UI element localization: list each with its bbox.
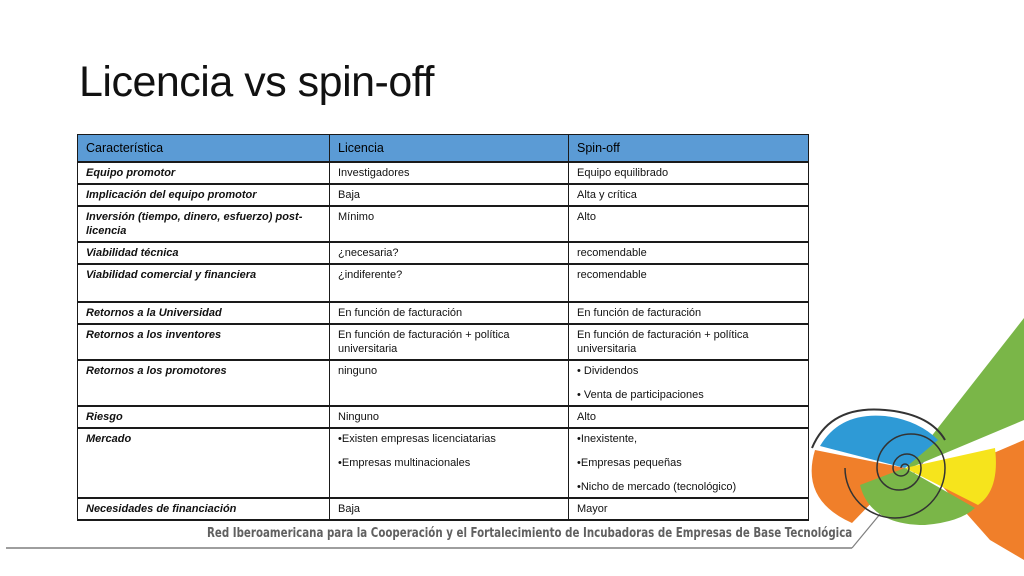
licencia-cell — [330, 324, 569, 360]
cell-text: Alta y crítica — [577, 189, 637, 201]
spinoff-cell — [569, 242, 809, 264]
header-licencia: Licencia — [330, 135, 569, 163]
spinoff-cell — [569, 360, 809, 406]
cell-text: •Nicho de mercado (tecnológico) — [577, 481, 737, 493]
table-row — [78, 184, 809, 206]
licencia-cell — [330, 264, 569, 302]
table-row — [78, 242, 809, 264]
licencia-cell — [330, 302, 569, 324]
header-caracteristica: Característica — [78, 135, 330, 163]
licencia-cell — [330, 206, 569, 242]
cell-text: recomendable — [577, 247, 647, 259]
cell-text: Equipo equilibrado — [577, 167, 669, 179]
feature-cell: Retornos a los inventores — [78, 324, 330, 360]
feature-cell: Retornos a los promotores — [78, 360, 330, 406]
cell-text: Mayor — [577, 503, 608, 515]
cell-text: En función de facturación + política universitaria — [338, 329, 510, 355]
cell-text: Mínimo — [338, 211, 375, 223]
feature-cell: Viabilidad comercial y financiera — [78, 264, 330, 302]
cell-text: ¿necesaria? — [338, 247, 399, 259]
spinoff-cell — [569, 184, 809, 206]
feature-cell: Retornos a la Universidad — [78, 302, 330, 324]
cell-text: •Existen empresas licenciatarias — [338, 433, 496, 445]
spinoff-cell — [569, 324, 809, 360]
table-header-row — [78, 135, 809, 163]
comparison-table — [77, 134, 809, 521]
table-row — [78, 206, 809, 242]
feature-cell: Viabilidad técnica — [78, 242, 330, 264]
feature-cell: Inversión (tiempo, dinero, esfuerzo) post-licencia — [78, 206, 330, 242]
cell-text: •Inexistente, — [577, 433, 638, 445]
spinoff-cell — [569, 302, 809, 324]
cell-text: Baja — [338, 503, 361, 515]
feature-cell: Implicación del equipo promotor — [78, 184, 330, 206]
cell-text: Alto — [577, 411, 596, 423]
cell-text: • Dividendos — [577, 365, 639, 377]
cell-text: Ninguno — [338, 411, 379, 423]
cell-text: •Empresas pequeñas — [577, 457, 682, 469]
cell-text: En función de facturación + política universitaria — [577, 329, 749, 355]
spinoff-cell — [569, 428, 809, 498]
feature-cell: Necesidades de financiación — [78, 498, 330, 520]
licencia-cell — [330, 498, 569, 520]
table-row — [78, 360, 809, 406]
spinoff-cell — [569, 406, 809, 428]
cell-text: • Venta de participaciones — [577, 389, 704, 401]
feature-cell: Mercado — [78, 428, 330, 498]
spinoff-cell — [569, 162, 809, 184]
licencia-cell — [330, 162, 569, 184]
licencia-cell — [330, 360, 569, 406]
table-row — [78, 498, 809, 520]
header-spinoff: Spin-off — [569, 135, 809, 163]
spinoff-cell — [569, 498, 809, 520]
cell-text: En función de facturación — [338, 307, 463, 319]
licencia-cell — [330, 406, 569, 428]
licencia-cell — [330, 184, 569, 206]
cell-text: En función de facturación — [577, 307, 702, 319]
table-row — [78, 324, 809, 360]
spinoff-cell — [569, 206, 809, 242]
table-row — [78, 428, 809, 498]
cell-text: ninguno — [338, 365, 378, 377]
cell-text: recomendable — [577, 269, 647, 281]
feature-cell: Riesgo — [78, 406, 330, 428]
feature-cell: Equipo promotor — [78, 162, 330, 184]
footer-text: Red Iberoamericana para la Cooperación y el Fortalecimiento de Incubadoras de Empresas de Base Tecnológica — [207, 525, 853, 541]
cell-text: Investigadores — [338, 167, 410, 179]
table-row — [78, 302, 809, 324]
cell-text: •Empresas multinacionales — [338, 457, 471, 469]
table-row — [78, 406, 809, 428]
cell-text: Alto — [577, 211, 596, 223]
page-title: Licencia vs spin-off — [79, 58, 434, 106]
cell-text: Baja — [338, 189, 361, 201]
cell-text: ¿indiferente? — [338, 269, 403, 281]
licencia-cell — [330, 242, 569, 264]
table-row — [78, 264, 809, 302]
licencia-cell — [330, 428, 569, 498]
spinoff-cell — [569, 264, 809, 302]
table-row — [78, 162, 809, 184]
